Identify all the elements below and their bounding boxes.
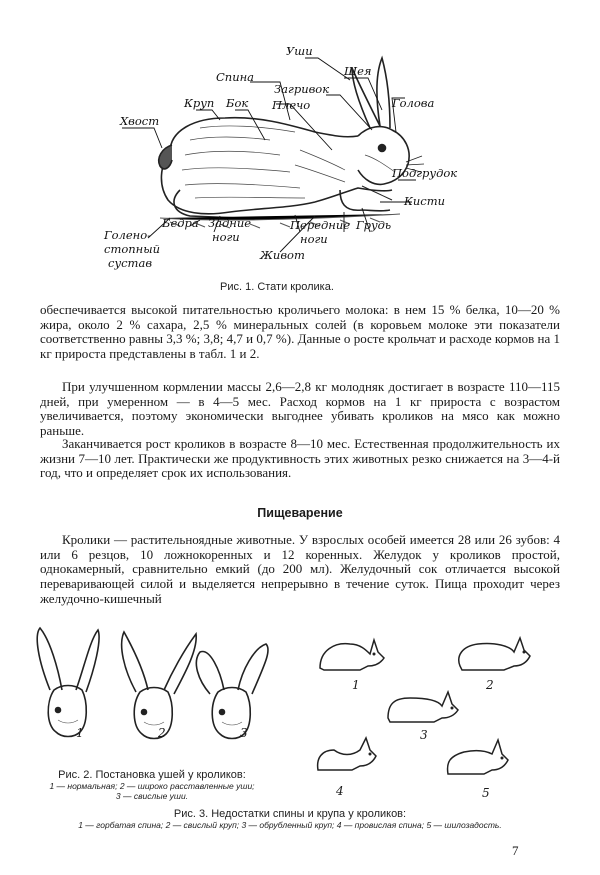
section-heading: Пищеварение xyxy=(257,506,343,520)
label-nogi-zad: ноги xyxy=(212,230,240,244)
ear-positions-drawing xyxy=(28,620,280,770)
back-defects-drawing xyxy=(300,620,540,805)
label-nogi-per: ноги xyxy=(300,232,328,246)
label-bok: Бок xyxy=(226,96,249,110)
defect-number-2: 2 xyxy=(486,678,494,692)
label-zagrivok: Загривок xyxy=(274,82,330,96)
figure3-caption xyxy=(30,808,550,830)
ear-number-2: 2 xyxy=(158,726,166,740)
figure2-caption xyxy=(32,769,272,801)
defect-number-5: 5 xyxy=(482,786,490,800)
figure3-legend: 1 — горбатая спина; 2 — свислый круп; 3 — обрубленный круп; 4 — провислая спина; 5 — шилозадость. xyxy=(78,820,502,830)
back-defects-figure xyxy=(300,620,540,805)
figure3-title: Рис. 3. Недостатки спины и крупа у кроликов: xyxy=(173,808,407,820)
label-perednie: Передние xyxy=(290,218,351,232)
label-plecho: Плечо xyxy=(272,98,311,112)
label-podgrudok: Подгрудок xyxy=(392,166,458,180)
figure2-legend-1: 1 — нормальная; 2 — широко расставленные уши; xyxy=(49,781,255,791)
paragraph-feeding: При улучшенном кормлении массы 2,6—2,8 кг молодняк достигает в возрасте 110—115 дней, при умеренном — в 4—5 мес. Расход кормов на 1 кг прироста с возрастом увеличивается, поэтому экономически выгоднее убивать кроликов на мясо как можно раньше. xyxy=(40,379,560,439)
paragraph-milk-nutrition: обеспечивается высокой питательностью кроличьего молока: в нем 15 % белка, 10—20 % жира, около 2 % сахара, 2,5 % минеральных солей (в коровьем молоке эти показатели соответственно равны 3,3 %; 3,8; 4,7 и 0,7 %). Данные о росте крольчат и расходе кормов на 1 кг прироста представлены в табл. 1 и 2. xyxy=(40,302,560,362)
paragraph-lifespan: Заканчивается рост кроликов в возрасте 8—10 мес. Естественная продолжительность их жизни 7—10 лет. Практически же продуктивность этих животных резко снижается на 3—4-й год, что и определяет срок их использования. xyxy=(40,436,560,481)
label-hvost: Хвост xyxy=(120,114,160,128)
label-bedra: Бедра xyxy=(162,216,199,230)
ear-positions-figure xyxy=(28,620,280,770)
defect-number-3: 3 xyxy=(420,728,428,742)
label-sheya: Шея xyxy=(344,64,372,78)
label-zhivot: Живот xyxy=(260,248,305,262)
label-zadnie: Задние xyxy=(208,216,252,230)
label-goleno-3: сустав xyxy=(108,256,153,270)
label-spina: Спина xyxy=(216,70,255,84)
ear-number-1: 1 xyxy=(76,726,84,740)
label-golova: Голова xyxy=(392,96,435,110)
defect-number-1: 1 xyxy=(352,678,360,692)
label-goleno-1: Голено- xyxy=(104,228,152,242)
figure1-caption: Рис. 1. Стати кролика. xyxy=(220,281,334,293)
label-goleno-2: стопный xyxy=(104,242,161,256)
figure2-legend-2: 3 — свислые уши. xyxy=(115,791,189,801)
rabbit-points-figure xyxy=(100,40,480,280)
label-ushi: Уши xyxy=(286,44,313,58)
ear-number-3: 3 xyxy=(240,726,248,740)
figure2-title: Рис. 2. Постановка ушей у кроликов: xyxy=(58,769,246,781)
label-kisti: Кисти xyxy=(404,194,446,208)
label-krup: Круп xyxy=(184,96,215,110)
defect-number-4: 4 xyxy=(336,784,344,798)
page-number: 7 xyxy=(512,843,519,858)
label-grud: Грудь xyxy=(356,218,392,232)
paragraph-digestion: Кролики — растительноядные животные. У взрослых особей имеется 28 или 26 зубов: 4 или 6 резцов, 10 ложнокоренных и 12 коренных. Желудок у кроликов простой, однокамерный, сравнительно емкий (до 200 мл). Желудочный сок отличается высокой переваривающей силой и выделяется непрерывно в течение суток. Пища проходит через желудочно-кишечный xyxy=(40,532,560,606)
